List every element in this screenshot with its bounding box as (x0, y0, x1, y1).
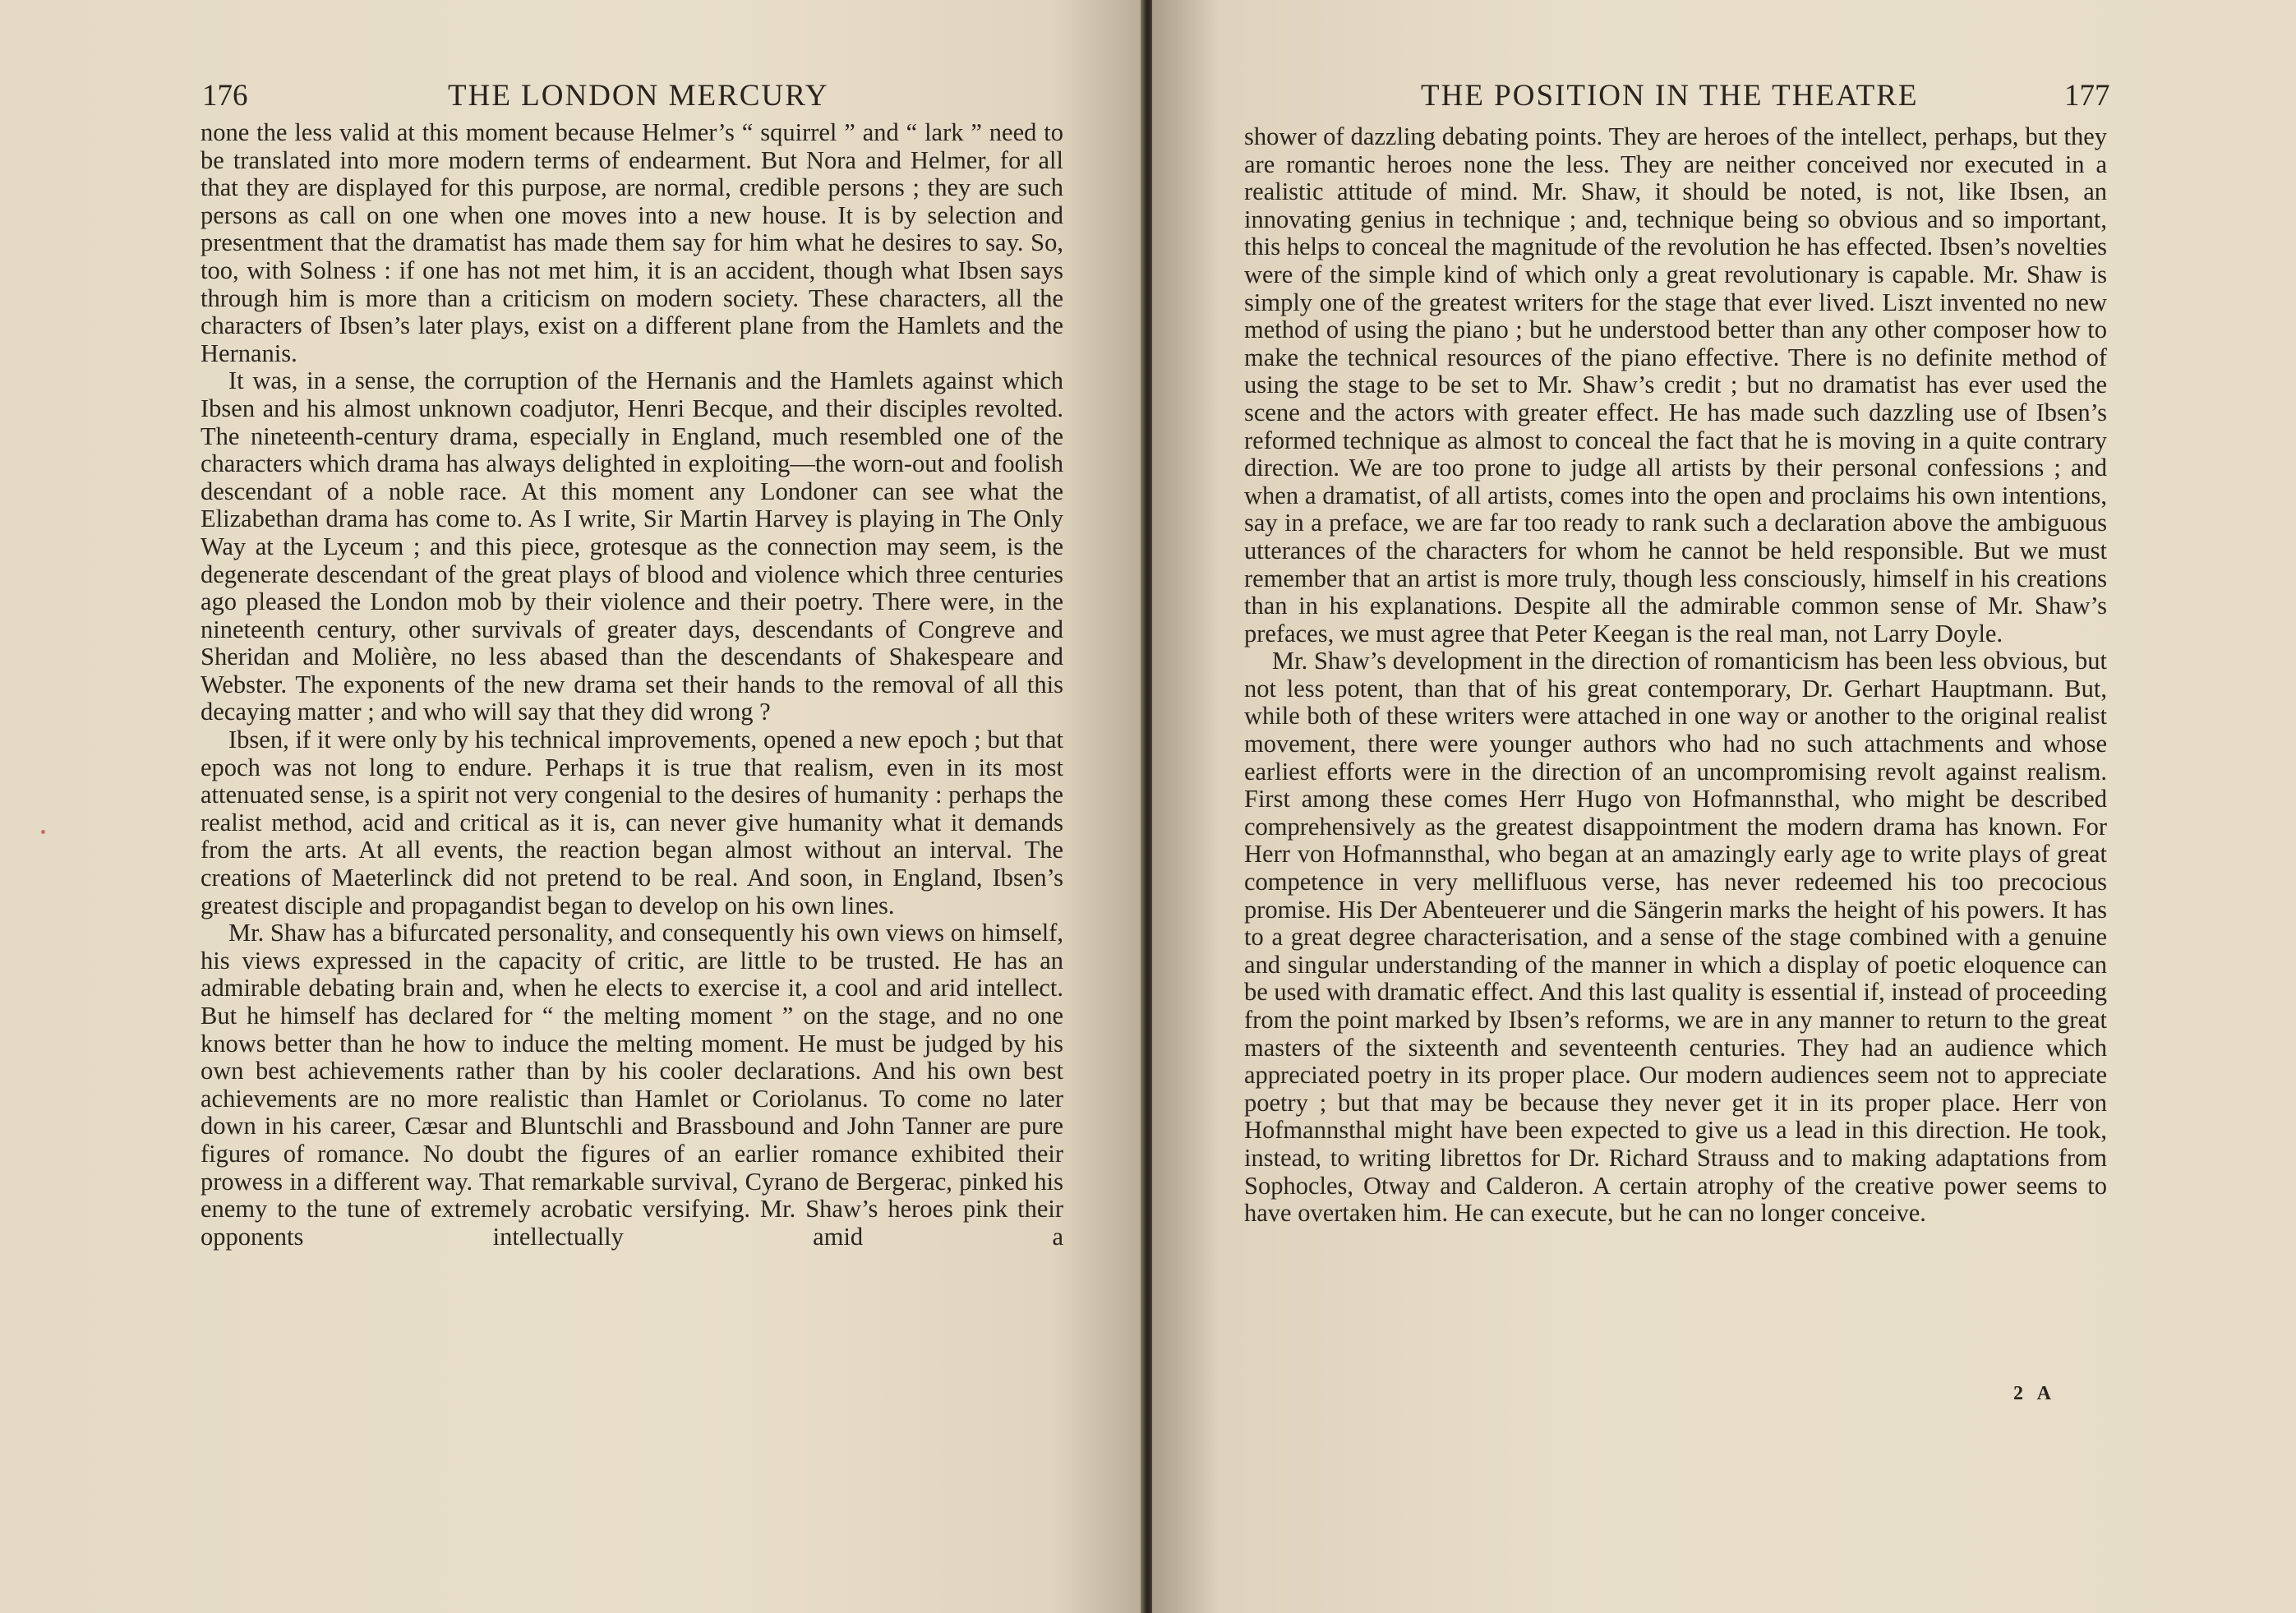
text-column (1244, 123, 2107, 1228)
running-head: THE LONDON MERCURY (448, 79, 829, 113)
running-head: THE POSITION IN THE THEATRE (1421, 79, 1919, 113)
left-page (0, 0, 1144, 1613)
paragraph: none the less valid at this moment because Helmer’s “ squirrel ” and “ lark ” need to be translated into more modern terms of endearment. But Nora and Helmer, for all that they are displayed for this purpose, are normal, credible persons ; they are such persons as call on one when one moves into a new house. It is by selection and presentment that the dramatist has made them say for him what he desires to say. So, too, with Solness : if one has not met him, it is an accident, though what Ibsen says through him is more than a criticism on modern society. These characters, all the characters of Ibsen’s later plays, exist on a different plane from the Hamlets and the Hernanis. (201, 118, 1063, 367)
right-page (1152, 0, 2296, 1613)
paragraph: It was, in a sense, the corruption of the Hernanis and the Hamlets against which Ibsen and his almost unknown coadjutor, Henri Becque, and their disciples revolted. The nineteenth-century drama, especially in England, much resembled one of the characters which drama has always delighted in exploiting—the worn-out and foolish descendant of a noble race. At this moment any Londoner can see what the Elizabethan drama has come to. As I write, Sir Martin Harvey is playing in The Only Way at the Lyceum ; and this piece, grotesque as the connection may seem, is the degenerate descendant of the great plays of blood and violence which three centuries ago pleased the London mob by their violence and their poetry. There were, in the nineteenth century, other survivals of greater days, descendants of Congreve and Sheridan and Molière, no less abased than the descendants of Shakespeare and Webster. The exponents of the new drama set their hands to the removal of all this decaying matter ; and who will say that they did wrong ? (201, 366, 1063, 726)
page-number: 176 (202, 79, 248, 113)
paragraph: Ibsen, if it were only by his technical improvements, opened a new epoch ; but that epoch was not long to endure. Perhaps it is true that realism, even in its most attenuated sense, is a spirit not very congenial to the desires of humanity : perhaps the realist method, acid and critical as it is, can never give humanity what it demands from the arts. At all events, the reaction began almost without an interval. The creations of Maeterlinck did not pretend to be real. And soon, in England, Ibsen’s greatest disciple and propagandist began to develop on his own lines. (201, 726, 1063, 919)
signature-mark: 2 A (2013, 1383, 2057, 1404)
paper-speck (41, 830, 45, 834)
page-number: 177 (2064, 79, 2110, 113)
paragraph: Mr. Shaw’s development in the direction of romanticism has been less obvious, but not less potent, than that of his great contemporary, Dr. Gerhart Hauptmann. But, while both of these writers were attached in one way or another to the original realist movement, there were younger authors who had no such attachments and whose earliest efforts were in the direction of an uncompromising revolt against realism. First among these comes Herr Hugo von Hofmannsthal, who might be described comprehensively as the greatest disappointment the modern drama has known. For Herr von Hofmannsthal, who began at an amazingly early age to write plays of great competence in very mellifluous verse, has never redeemed his too precocious promise. His Der Abenteuerer und die Sängerin marks the height of his powers. It has to a great degree characterisation, and a sense of the stage combined with a genuine and singular understanding of the manner in which a display of poetic eloquence can be used with dramatic effect. And this last quality is essential if, instead of proceeding from the point marked by Ibsen’s reforms, we are in any manner to return to the great masters of the sixteenth and seventeenth centuries. They had an audience which appreciated poetry in its proper place. Our modern audiences seem not to appreciate poetry ; but that may be because they never get it in its proper place. Herr von Hofmannsthal might have been expected to give us a lead in this direction. He took, instead, to writing librettos for Dr. Richard Strauss and to making adaptations from Sophocles, Otway and Calderon. A certain atrophy of the creative power seems to have overtaken him. He can execute, but he can no longer conceive. (1244, 647, 2107, 1228)
paragraph: shower of dazzling debating points. They are heroes of the intellect, perhaps, but they are romantic heroes none the less. They are neither conceived nor executed in a realistic attitude of mind. Mr. Shaw, it should be noted, is not, like Ibsen, an innovating genius in technique ; and, technique being so obvious and so important, this helps to conceal the magnitude of the revolution he has effected. Ibsen’s novelties were of the simple kind of which only a great revolutionary is capable. Mr. Shaw is simply one of the greatest writers for the stage that ever lived. Liszt invented no new method of using the piano ; but he understood better than any other composer how to make the technical resources of the piano effective. There is no definite method of using the stage to be set to Mr. Shaw’s credit ; but no dramatist has ever used the scene and the actors with greater effect. He has made such dazzling use of Ibsen’s reformed technique as almost to conceal the fact that he is moving in a quite contrary direction. We are too prone to judge all artists by their personal confessions ; and when a dramatist, of all artists, comes into the open and proclaims his own intentions, say in a preface, we are far too ready to rank such a declaration above the ambiguous utterances of the characters for whom he cannot be held responsible. But we must remember that an artist is more truly, though less consciously, himself in his creations than in his explanations. Despite all the admirable common sense of Mr. Shaw’s prefaces, we must agree that Peter Keegan is the real man, not Larry Doyle. (1244, 122, 2107, 648)
text-column (201, 119, 1063, 1251)
paragraph: Mr. Shaw has a bifurcated personality, and consequently his own views on himself, his views expressed in the capacity of critic, are little to be trusted. He has an admirable debating brain and, when he elects to exercise it, a cool and arid intellect. But he himself has declared for “ the melting moment ” on the stage, and no one knows better than he how to induce the melting moment. He must be judged by his own best achievements rather than by his cooler declarations. And his own best achievements are no more realistic than Hamlet or Coriolanus. To come no later down in his career, Cæsar and Bluntschli and Brassbound and John Tanner are pure figures of romance. No doubt the figures of an earlier romance exhibited their prowess in a different way. That remarkable survival, Cyrano de Bergerac, pinked his enemy to the tune of extremely acrobatic versifying. Mr. Shaw’s heroes pink their opponents intellectually amid a (201, 919, 1063, 1251)
